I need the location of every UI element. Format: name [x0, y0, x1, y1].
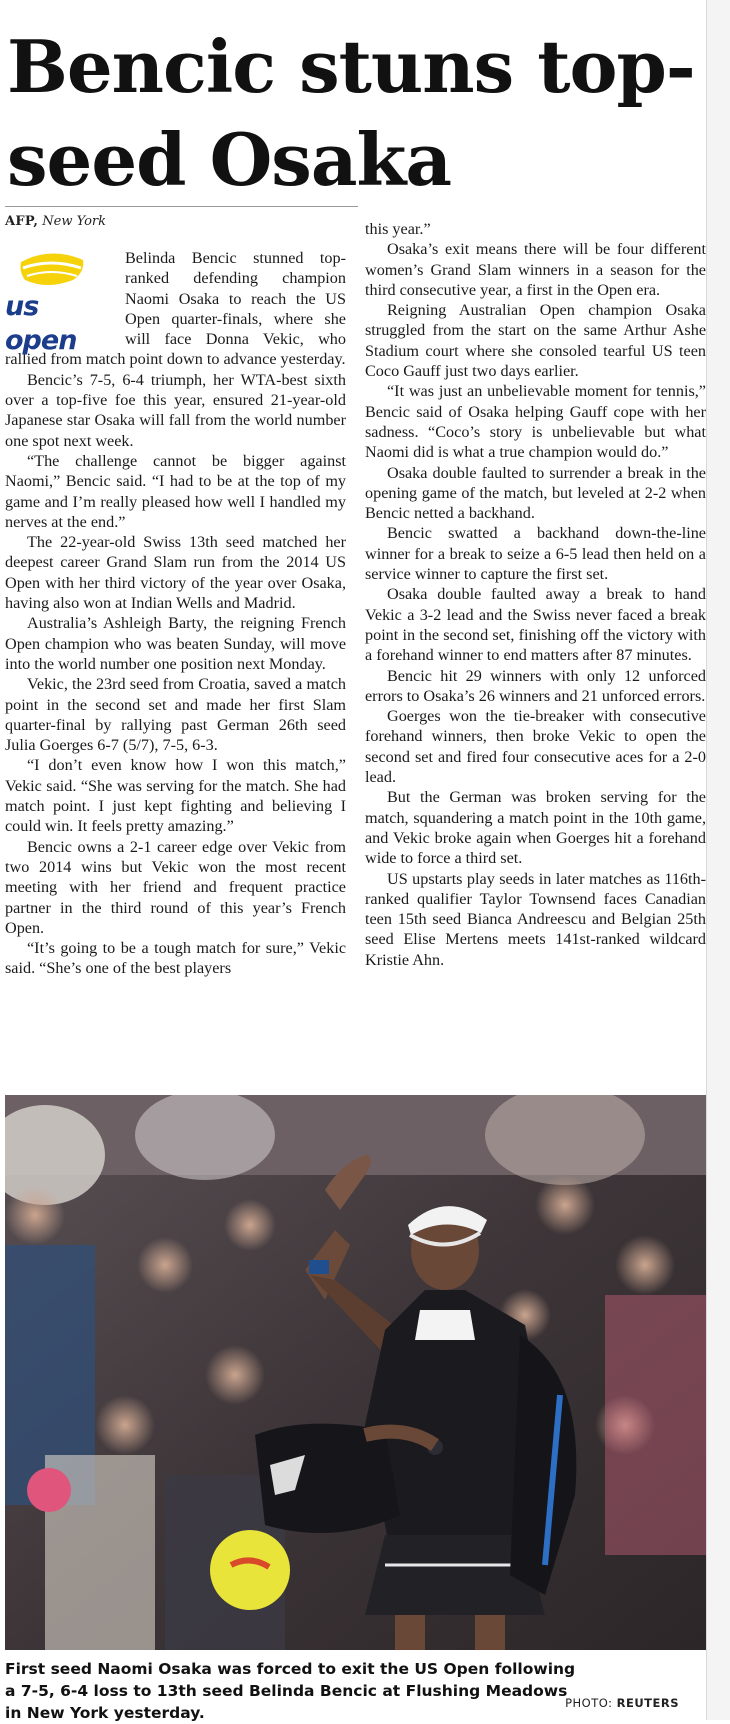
- paragraph: But the German was broken serving for the match, squandering a match point in the 10th game, and Vekic broke again when Goerges hit a forehand wide to force a third set.: [365, 788, 706, 868]
- paragraph: Osaka double faulted away a break to hand Vekic a 3-2 lead and the Swiss never faced a break point in the second set, finishing off the victory with a forehand winner to end matters after 87 minutes.: [365, 585, 706, 665]
- byline: [5, 214, 106, 229]
- paragraph: “The challenge cannot be bigger against Naomi,” Bencic said. “I had to be at the top of my game and I’m really pleased how well I handled my nerves at the end.”: [5, 451, 346, 531]
- us-open-logo-text: us open: [5, 291, 77, 356]
- byline-location: New York: [42, 214, 106, 229]
- paragraph: “It’s going to be a tough match for sure,” Vekic said. “She’s one of the best players: [5, 939, 346, 978]
- paragraph: US upstarts play seeds in later matches as 116th-ranked qualifier Taylor Townsend faces Canadian teen 15th seed Bianca Andreescu and Belgian 25th seed Elise Mertens meets 141st-ranked wildcard Kristie Ahn.: [365, 869, 706, 969]
- page-edge: [706, 0, 730, 1720]
- paragraph: Bencic swatted a backhand down-the-line winner for a break to seize a 6-5 lead then held on a service winner to capture the first set.: [365, 524, 706, 584]
- paragraph: Osaka’s exit means there will be four different women’s Grand Slam winners in a season for the third consecutive year, a first in the Open era.: [365, 240, 706, 299]
- photo-credit: [565, 1696, 679, 1710]
- tennis-ball-icon: [17, 250, 87, 290]
- paragraph: “It was just an unbelievable moment for tennis,” Bencic said of Osaka helping Gauff cope with her sadness. “Coco’s story is unbelievable but what Naomi did is what a true champion would do.”: [365, 382, 706, 462]
- paragraph: Vekic, the 23rd seed from Croatia, saved a match point in the second set and made her first Slam quarter-final by rallying past German 26th seed Julia Goerges 6-7 (5/7), 7-5, 6-3.: [5, 675, 346, 755]
- photo-illustration: [5, 1095, 706, 1650]
- paragraph: Goerges won the tie-breaker with consecutive forehand winners, then broke Vekic to open the second set and fired four consecutive aces for a 2-0 lead.: [365, 707, 706, 787]
- paragraph: “I don’t even know how I won this match,” Vekic said. “She was serving for the match. She had match point. I just kept fighting and believing I could win. It feels pretty amazing.”: [5, 756, 346, 836]
- paragraph: Bencic owns a 2-1 career edge over Vekic from two 2014 wins but Vekic won the most recent meeting with her friend and frequent practice partner in the third round of this year’s French Open.: [5, 837, 346, 937]
- article-column-2: [365, 219, 706, 970]
- headline: Bencic stuns top-seed Osaka: [7, 24, 695, 202]
- paragraph: The 22-year-old Swiss 13th seed matched her deepest career Grand Slam run from the 2014 US Open with her third victory of the year over Osaka, having also won at Indian Wells and Madrid.: [5, 533, 346, 613]
- news-photo: [5, 1095, 706, 1650]
- us-open-logo: [5, 248, 115, 356]
- article-column-1: [5, 248, 346, 979]
- photo-credit-source: REUTERS: [616, 1696, 679, 1710]
- photo-caption: First seed Naomi Osaka was forced to exit the US Open following a 7-5, 6-4 loss to 13th seed Belinda Bencic at Flushing Meadows in New York yesterday.: [5, 1660, 576, 1722]
- paragraph: Bencic’s 7-5, 6-4 triumph, her WTA-best sixth over a top-five foe this year, ensured 21-year-old Japanese star Osaka will fall from the world number one spot next week.: [5, 370, 346, 450]
- photo-credit-label: PHOTO:: [565, 1696, 613, 1710]
- paragraph: Reigning Australian Open champion Osaka struggled from the start on the same Arthur Ashe Stadium court where she consoled tearful US teen Coco Gauff just two days earlier.: [365, 301, 706, 381]
- byline-agency: AFP,: [5, 214, 39, 229]
- paragraph: Belinda Bencic stunned top-ranked defending champion Naomi Osaka to reach the US Open quarter-finals, where she will face Donna Vekic, who rallied from match point down to advance yesterday.: [5, 249, 346, 369]
- paragraph: Osaka double faulted to surrender a break in the opening game of the match, but leveled at 2-2 when Bencic netted a backhand.: [365, 463, 706, 523]
- paragraph: Australia’s Ashleigh Barty, the reigning French Open champion who was beaten Sunday, will move into the world number one position next Monday.: [5, 614, 346, 673]
- paragraph: Bencic hit 29 winners with only 12 unforced errors to Osaka’s 26 winners and 21 unforced errors.: [365, 666, 706, 705]
- byline-divider: [5, 206, 358, 207]
- paragraph: this year.”: [365, 220, 431, 238]
